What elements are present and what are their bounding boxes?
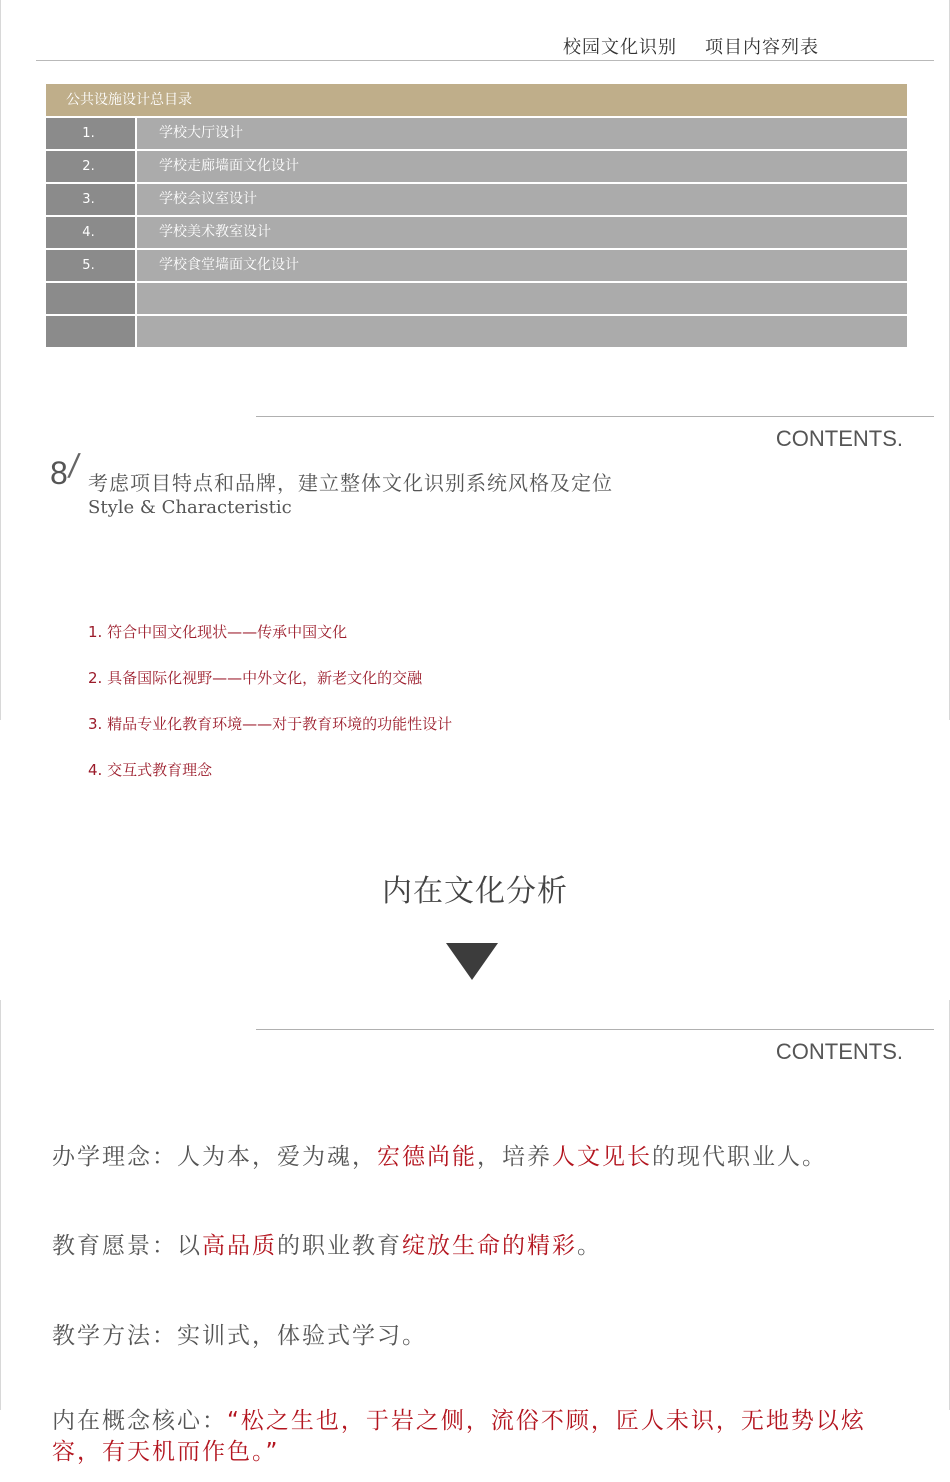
header-divider — [36, 60, 934, 61]
highlight: 人文见长 — [552, 1144, 652, 1170]
text: 教学方法：实训式，体验式学习。 — [52, 1323, 427, 1349]
highlight: 高品质 — [202, 1233, 277, 1259]
text: ，培养 — [477, 1144, 552, 1170]
table-row — [46, 250, 907, 281]
page-header — [563, 33, 819, 59]
table-row-empty — [46, 283, 907, 314]
row-number: 3. — [46, 184, 135, 215]
row-text: 学校美术教室设计 — [137, 217, 907, 248]
text: 办学理念：人为本，爱为魂， — [52, 1144, 377, 1170]
down-triangle-icon — [446, 943, 498, 980]
list-item: 2. 具备国际化视野——中外文化，新老文化的交融 — [88, 669, 423, 687]
row-text: 学校大厅设计 — [137, 118, 907, 149]
school-philosophy — [52, 1138, 827, 1171]
contents-table — [46, 84, 907, 347]
table-row — [46, 118, 907, 149]
row-number: 2. — [46, 151, 135, 182]
page-edge-left — [0, 0, 1, 720]
list-item: 3. 精品专业化教育环境——对于教育环境的功能性设计 — [88, 715, 453, 733]
row-text — [137, 316, 907, 347]
header-section: 项目内容列表 — [705, 37, 819, 58]
section-title: 考虑项目特点和品牌，建立整体文化识别系统风格及定位 — [88, 471, 613, 495]
section-slash: / — [66, 448, 82, 483]
inner-culture-title: 内在文化分析 — [382, 874, 568, 909]
table-row — [46, 151, 907, 182]
table-row-empty — [46, 316, 907, 347]
row-text: 学校会议室设计 — [137, 184, 907, 215]
table-row — [46, 217, 907, 248]
list-item: 4. 交互式教育理念 — [88, 761, 213, 779]
page-edge-left-lower — [0, 1000, 1, 1410]
section-number: 8 — [50, 455, 68, 491]
list-item: 1. 符合中国文化现状——传承中国文化 — [88, 623, 348, 641]
highlight: 宏德尚能 — [377, 1144, 477, 1170]
row-number: 4. — [46, 217, 135, 248]
header-brand: 校园文化识别 — [563, 37, 677, 58]
contents-label: CONTENTS. — [775, 1039, 903, 1064]
section-rule — [256, 416, 934, 417]
row-text: 学校走廊墙面文化设计 — [137, 151, 907, 182]
row-text: 学校食堂墙面文化设计 — [137, 250, 907, 281]
highlight: 绽放生命的精彩 — [402, 1233, 577, 1259]
section-subtitle: Style & Characteristic — [88, 497, 292, 518]
text: 的职业教育 — [277, 1233, 402, 1259]
text: 内在概念核心： — [52, 1408, 227, 1434]
positioning-list — [88, 621, 452, 805]
text: 教育愿景：以 — [52, 1233, 202, 1259]
highlight-quote: “松之生也，于岩之侧，流俗不顾，匠人未识，无地势以炫容，有天机而作色。” — [52, 1408, 866, 1465]
text: 。 — [577, 1233, 602, 1259]
core-concept — [52, 1406, 912, 1468]
contents-label: CONTENTS. — [775, 426, 903, 451]
text: 的现代职业人。 — [652, 1144, 827, 1170]
row-number — [46, 283, 135, 314]
table-row — [46, 184, 907, 215]
row-number: 5. — [46, 250, 135, 281]
row-number — [46, 316, 135, 347]
row-number: 1. — [46, 118, 135, 149]
section-rule — [256, 1029, 934, 1030]
row-text — [137, 283, 907, 314]
education-vision — [52, 1227, 602, 1260]
table-title: 公共设施设计总目录 — [46, 84, 907, 116]
teaching-method — [52, 1317, 427, 1350]
